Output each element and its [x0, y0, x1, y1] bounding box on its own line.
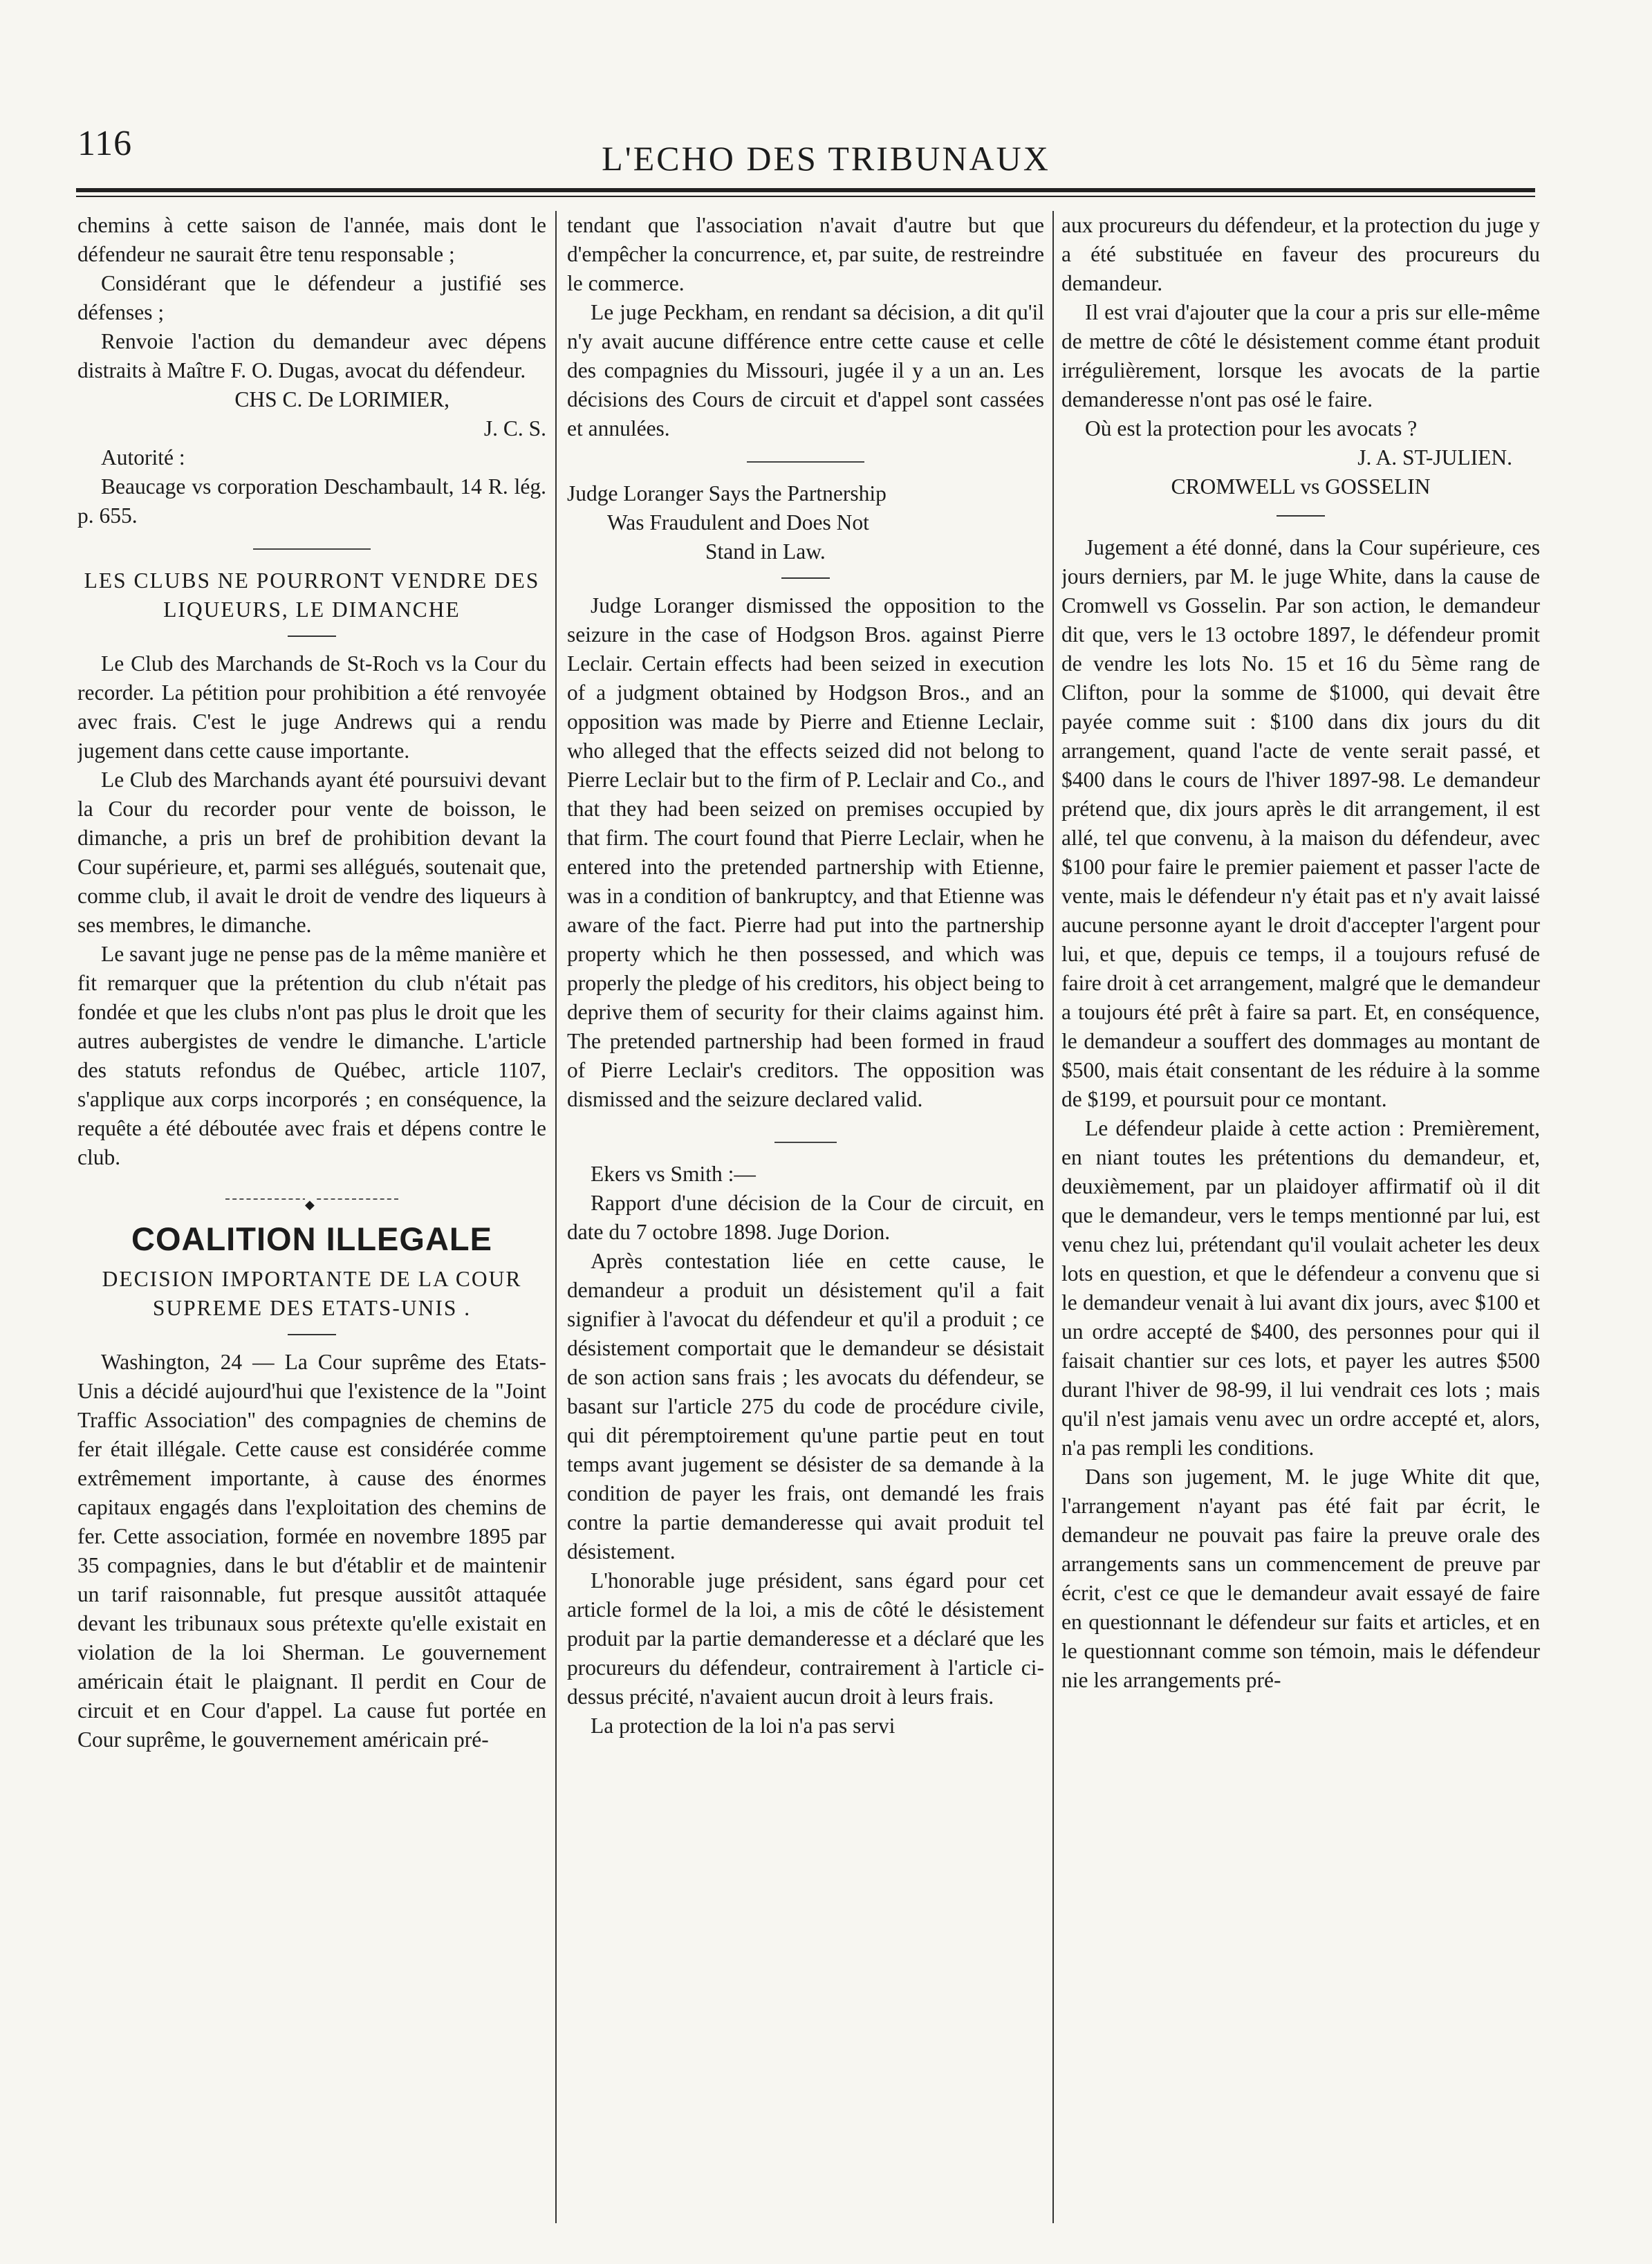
paragraph: Rapport d'une décision de la Cour de circuit, en date du 7 octobre 1898. Juge Dorion.: [567, 1191, 1044, 1244]
coalition-subhead: DECISION IMPORTANTE DE LA COUR SUPREME DES ETATS-UNIS .: [102, 1267, 522, 1320]
column-3: [1061, 211, 1540, 2230]
section-rule: [288, 635, 336, 637]
paragraph: La protection de la loi n'a pas servi: [591, 1714, 895, 1738]
page-number: 116: [77, 124, 133, 163]
paragraph: Le Club des Marchands ayant été poursuivi devant la Cour du recorder pour vente de boisson, le dimanche, a pris un bref de prohibition devant la Cour supérieure, et, parmi ses allégués, soutenait que, comme club, il avait le droit de vendre des liqueurs à ses membres, le dimanche.: [77, 768, 546, 937]
loranger-heading: [567, 479, 1044, 566]
column-1: [77, 211, 546, 2230]
paragraph: Dans son jugement, M. le juge White dit que, l'arrangement n'ayant pas été fait par écrit, le demandeur ne pouvait pas faire la preuve orale des arrangements sans un commencement de preuve par écrit, c'est ce que le demandeur avait essayé de faire en questionnant le défendeur sur faits et articles, et en le questionnant comme son témoin, mais le défendeur nie les arrangements pré-: [1061, 1465, 1540, 1692]
ekers-title: Ekers vs Smith :—: [591, 1162, 756, 1186]
paragraph: Où est la protection pour les avocats ?: [1085, 416, 1418, 440]
paragraph: Il est vrai d'ajouter que la cour a pris sur elle-même de mettre de côté le désistement comme étant produit irrégulièrement, lorsque les avocats de la partie demanderesse n'ont pas osé le faire.: [1061, 300, 1540, 411]
section-rule: [774, 1142, 837, 1143]
column-divider: [555, 211, 557, 2223]
loranger-heading-line: Judge Loranger Says the Partnership: [567, 481, 887, 505]
authority-text: Beaucage vs corporation Deschambault, 14 R. lég. p. 655.: [77, 474, 546, 528]
authority-label: Autorité :: [101, 445, 185, 470]
coalition-title: COALITION ILLEGALE: [131, 1221, 492, 1257]
paragraph: Judge Loranger dismissed the opposition to the seizure in the case of Hodgson Bros. against Pierre Leclair. Certain effects had been seized in execution of a judgment obtained by Hodgson Bros., and an opposition was made by Pierre and Etienne Leclair, who alleged that the effects seized did not belong to Pierre Leclair but to the firm of P. Leclair and Co., and that they had been seized on premises occupied by that firm. The court found that Pierre Leclair, when he entered into the pretended partnership with Etienne, was in a condition of bankruptcy, and that Etienne was aware of the fact. Pierre had put into the partnership property which he then possessed, and which was properly the pledge of his creditors, his object being to deprive them of security for their claims against him. The pretended partnership had been formed in fraud of Pierre Leclair's creditors. The opposition was dismissed and the seizure declared valid.: [567, 593, 1044, 1111]
paragraph: Le savant juge ne pense pas de la même manière et fit remarquer que la prétention du club n'était pas fondée et que les clubs n'ont pas plus le droit que les autres aubergistes de vendre le dimanche. L'article des statuts refondus de Québec, article 1107, s'applique aux corps incorporés ; en conséquence, la requête a été déboutée avec frais et dépens contre le club.: [77, 942, 546, 1169]
column-2: [567, 211, 1044, 2230]
paragraph: Jugement a été donné, dans la Cour supérieure, ces jours derniers, par M. le juge White, dans la cause de Cromwell vs Gosselin. Par son action, le demandeur dit que, vers le 13 octobre 1897, le défendeur promit de vendre les lots No. 15 et 16 du 5ème rang de Clifton, pour la somme de $1000, qui devait être payée comme suit : $100 dans dix jours du dit arrangement, quand l'acte de vente serait passé, et $400 dans le cours de l'hiver 1897-98. Le demandeur prétend que, dix jours après le dit arrangement, il est allé, tel que convenu, à la maison du défendeur, avec $100 pour faire le premier paiement et passer l'acte de vente, mais le défendeur n'y était pas et n'y avait laissé aucune personne ayant le droit d'accepter l'argent pour lui, et que, depuis ce temps, il a toujours refusé de faire droit à cet arrangement, malgré que le demandeur a toujours été prêt à faire sa part. Et, en conséquence, le demandeur a souffert des dommages au montant de $500, mais était consentant de les réduire à la somme de $199, et poursuit pour ce montant.: [1061, 535, 1540, 1111]
running-head: L'ECHO DES TRIBUNAUX: [602, 139, 1050, 178]
paragraph: Après contestation liée en cette cause, le demandeur a produit un désistement qu'il a fait signifier à l'avocat du défendeur et qu'il a produit ; ce désistement comportait que le demandeur se désistait de son action sans frais ; les avocats du défendeur, se basant sur l'article 275 du code de procédure civile, qui dit péremptoirement qu'une partie peut en tout temps avant jugement se désister de sa demande à la condition de payer les frais, ont demandé les frais contre la partie demanderesse qui avait produit tel désistement.: [567, 1249, 1044, 1564]
paragraph: Le Club des Marchands de St-Roch vs la Cour du recorder. La pétition pour prohibition a été renvoyée avec frais. C'est le juge Andrews qui a rendu jugement dans cette cause importante.: [77, 651, 546, 763]
loranger-heading-line: Stand in Law.: [705, 539, 826, 564]
paragraph: Washington, 24 — La Cour suprême des Etats-Unis a décidé aujourd'hui que l'existence de la "Joint Traffic Association" des compagnies de chemins de fer était illégale. Cette cause est considérée comme extrêmement importante, à cause des énormes capitaux engagés dans l'exploitation des chemins de fer. Cette association, formée en novembre 1895 par 35 compagnies, dans le but d'établir et de maintenir un tarif raisonnable, fut presque aussitôt attaquée devant les tribunaux sous prétexte qu'elle existait en violation de la loi Sherman. Le gouvernement américain était le plaignant. Il perdit en Cour de circuit et en Cour d'appel. La cause fut portée en Cour suprême, le gouvernement américain pré-: [77, 1350, 546, 1752]
paragraph: tendant que l'association n'avait d'autre but que d'empêcher la concurrence, et, par suite, de restreindre le commerce.: [567, 213, 1044, 295]
section-rule: [288, 1334, 336, 1335]
column-divider: [1052, 211, 1054, 2223]
signature-name: CHS C. De LORIMIER,: [234, 387, 449, 411]
paragraph: chemins à cette saison de l'année, mais dont le défendeur ne saurait être tenu responsable ;: [77, 213, 546, 266]
header-rule: [76, 188, 1535, 197]
ornament-rule: [225, 1198, 398, 1200]
clubs-heading: LES CLUBS NE POURRONT VENDRE DES LIQUEURS, LE DIMANCHE: [84, 568, 540, 622]
section-rule: [1277, 515, 1325, 517]
paragraph: Considérant que le défendeur a justifié ses défenses ;: [77, 271, 546, 324]
paragraph: aux procureurs du défendeur, et la protection du juge y a été substituée en faveur des procureurs du demandeur.: [1061, 213, 1540, 295]
section-rule: [253, 548, 371, 550]
paragraph: Le défendeur plaide à cette action : Premièrement, en niant toutes les prétentions du demandeur, et, deuxièmement, par un plaidoyer affirmatif où il dit que le demandeur, vers le temps mentionné par lui, est venu chez lui, prétendant qu'il voulait acheter les deux lots en question, et que le défendeur a convenu que si le demandeur venait à lui avant dix jours, avec $100 et un ordre accepté de $400, des personnes pour qui il faisait chantier sur ces lots, et payer les autres $500 durant l'hiver de 98-99, il lui vendrait ces lots ; mais qu'il n'est jamais venu avec un ordre accepté et, alors, n'a pas rempli les conditions.: [1061, 1116, 1540, 1460]
section-rule: [781, 577, 830, 579]
section-rule: [747, 461, 864, 463]
signature: J. A. ST-JULIEN.: [1357, 445, 1512, 470]
paragraph: L'honorable juge président, sans égard pour cet article formel de la loi, a mis de côté le désistement produit par la partie demanderesse et a déclaré que les procureurs du défendeur, contrairement à l'article ci-dessus précité, n'avaient aucun droit à leurs frais.: [567, 1568, 1044, 1709]
paragraph: Le juge Peckham, en rendant sa décision, a dit qu'il n'y avait aucune différence entre cette cause et celle des compagnies du Missouri, jugée il y a un an. Les décisions des Cours de circuit et d'appel sont cassées et annulées.: [567, 300, 1044, 440]
loranger-heading-line: Was Fraudulent and Does Not: [607, 510, 869, 535]
cromwell-title: CROMWELL vs GOSSELIN: [1171, 474, 1431, 499]
signature-title: J. C. S.: [483, 416, 546, 440]
paragraph: Renvoie l'action du demandeur avec dépens distraits à Maître F. O. Dugas, avocat du défendeur.: [77, 329, 546, 382]
